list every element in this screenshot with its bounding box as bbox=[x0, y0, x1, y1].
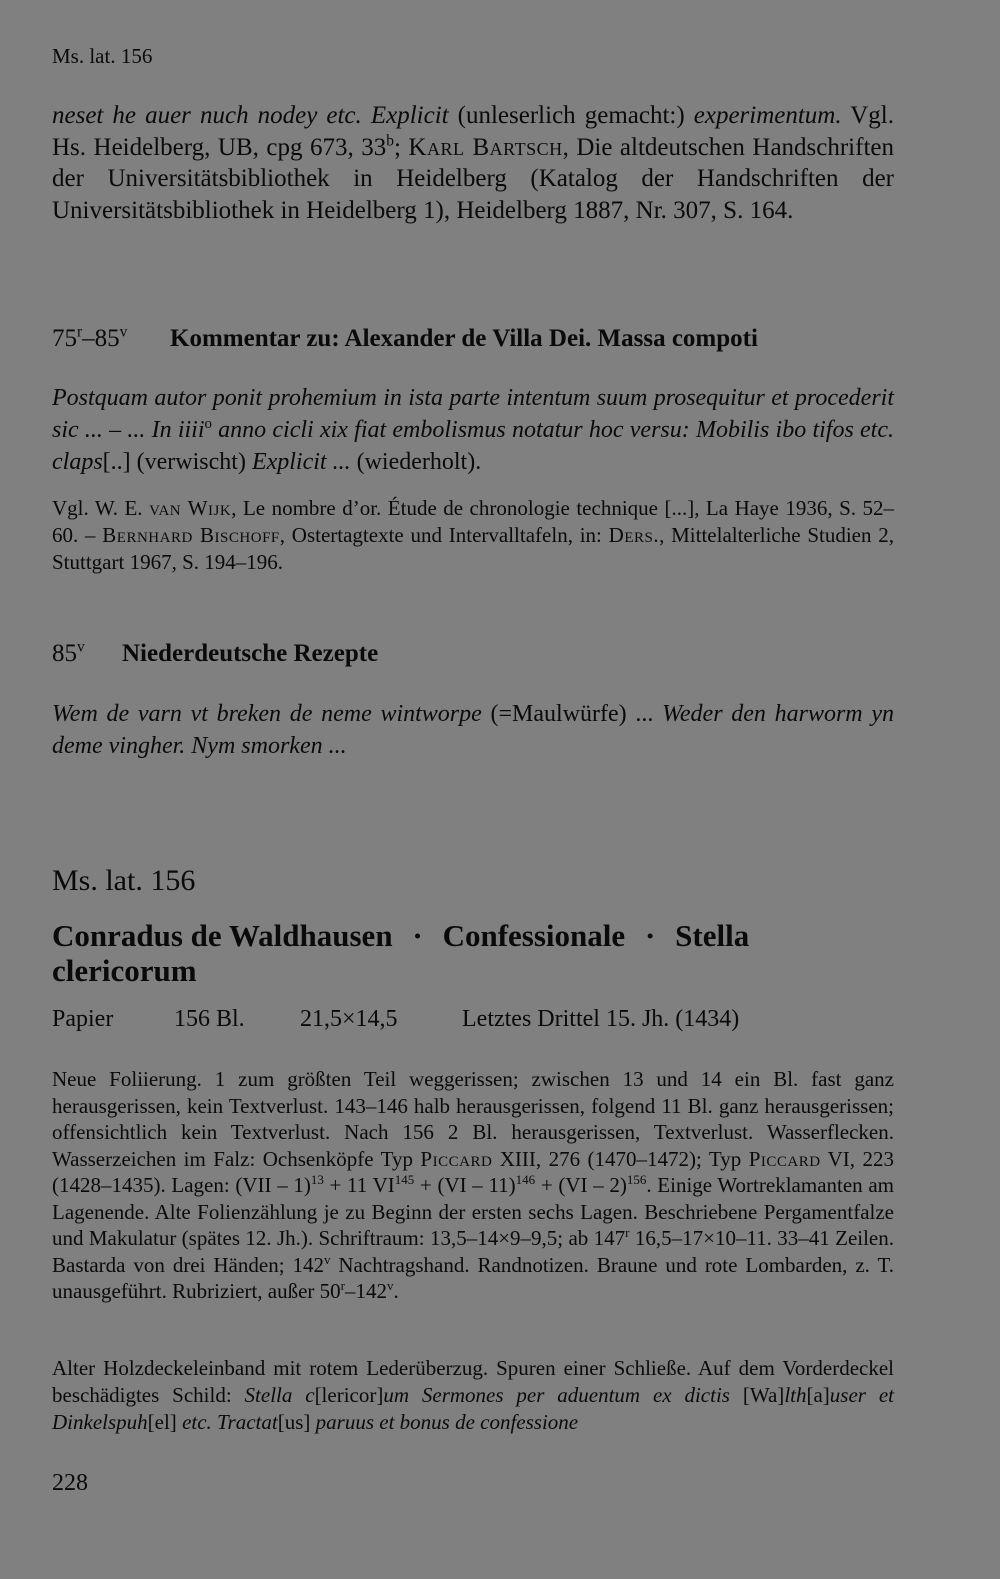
leaf-count: 156 Bl. bbox=[174, 1006, 245, 1032]
work-title: Stella clericorum bbox=[52, 918, 750, 988]
description-text: 16,5–17×10–11. 33–41 Zeilen. Bastarda von drei Händen; 142 bbox=[52, 1226, 895, 1277]
superscript: v bbox=[387, 1278, 394, 1293]
superscript: 156 bbox=[626, 1172, 647, 1187]
description-text: . bbox=[393, 1279, 399, 1303]
superscript: 146 bbox=[515, 1172, 536, 1187]
section-title: Kommentar zu: Alexander de Villa Dei. Massa compoti bbox=[170, 325, 758, 352]
separator: · bbox=[412, 918, 423, 953]
date: Letztes Drittel 15. Jh. (1434) bbox=[462, 1006, 740, 1032]
superscript: 145 bbox=[394, 1172, 415, 1187]
section-title: Niederdeutsche Rezepte bbox=[122, 640, 379, 667]
label-text: user et Dinkelspuh bbox=[52, 1383, 894, 1434]
author-name: van Wijk bbox=[149, 496, 232, 520]
literature-text: Vgl. W. E. bbox=[52, 496, 150, 520]
superscript: b bbox=[386, 132, 394, 150]
literature-text: , Mittelalterliche Studien 2, Stuttgart 1967, S. 194–196. bbox=[52, 523, 895, 574]
author-name: Piccard bbox=[748, 1146, 821, 1171]
description-text: + (VI – 2) bbox=[535, 1173, 627, 1197]
incipit-text: neset he auer nuch nodey etc. Explicit bbox=[52, 102, 449, 129]
reference-text: , Die altdeutschen Handschriften der Universitätsbibliothek in Heidelberg (Katalog der Handschriften der Universitätsbibliothek in Heidelberg 1), Heidelberg 1887, Nr. 307, S. 164. bbox=[52, 133, 895, 224]
dimensions: 21,5×14,5 bbox=[300, 1006, 398, 1032]
incipit-text-end: experimentum. bbox=[693, 102, 842, 129]
label-text: paruus et bonus de confessione bbox=[315, 1410, 579, 1434]
label-text: Stella c bbox=[244, 1383, 315, 1407]
separator: · bbox=[644, 918, 656, 953]
description-text: XIII, 276 (1470–1472); Typ bbox=[492, 1146, 749, 1171]
label-text: [el] bbox=[147, 1410, 183, 1434]
work-title: Confessionale bbox=[442, 918, 626, 953]
binding-text: Alter Holzdeckeleinband mit rotem Lederüberzug. Spuren einer Schließe. Auf dem Vorderdeckel beschädigtes Schild: bbox=[52, 1356, 894, 1407]
literature-text: , Le nombre d’or. Étude de chronologie technique [...], La Haye 1936, S. 52–60. – bbox=[52, 496, 895, 547]
work-title: Conradus de Waldhausen bbox=[52, 918, 393, 953]
incipit-text: Weder den harworm yn deme vingher. Nym smorken ... bbox=[52, 701, 894, 759]
label-text: [a] bbox=[806, 1383, 830, 1407]
codicological-description bbox=[52, 1066, 894, 1305]
incipit-text: Postquam autor ponit prohemium in ista parte intentum suum prosequitur et procederit sic ... – ... In iiii bbox=[52, 385, 894, 443]
manuscript-works bbox=[52, 918, 894, 988]
manuscript-shelfmark: Ms. lat. 156 bbox=[52, 864, 196, 897]
description-text: Nachtragshand. Randnotizen. Braune und rote Lombarden, z. T. unausgeführt. Rubriziert, außer 50 bbox=[52, 1252, 894, 1303]
reference-text: Vgl. Hs. Heidelberg, UB, cpg 673, 33 bbox=[52, 102, 894, 161]
literature-text: , Ostertagtexte und Intervalltafeln, in: bbox=[279, 523, 609, 547]
description-text: + 11 VI bbox=[323, 1173, 395, 1197]
section-75-text bbox=[52, 382, 894, 478]
label-text: [Wa] bbox=[729, 1383, 785, 1407]
folio-range: 75$^r$–85$^v$ bbox=[52, 323, 128, 352]
material: Papier bbox=[52, 1006, 114, 1032]
folio-range: 85$^v$ bbox=[52, 638, 85, 667]
reference-text: ; bbox=[393, 133, 409, 161]
description-text: . Einige Wortreklamanten am Lagenende. Alte Folienzählung je zu Beginn der ersten sechs Lagen. Beschriebene Pergamentfalze und Makulatur (spätes 12. Jh.). Schriftraum: 13,5–14×9–9,5; ab 147 bbox=[52, 1173, 894, 1250]
author-name: Piccard bbox=[420, 1146, 493, 1171]
author-name: Karl Bartsch bbox=[408, 133, 563, 161]
superscript: r bbox=[625, 1225, 630, 1240]
superscript: r bbox=[340, 1278, 346, 1293]
binding-description bbox=[52, 1355, 894, 1436]
label-text: etc. Tractat bbox=[182, 1410, 278, 1434]
manuscript-metadata bbox=[52, 1006, 894, 1033]
label-text: [lericor] bbox=[314, 1383, 384, 1407]
description-text: VI, 223 (1428–1435). Lagen: (VII – 1) bbox=[52, 1146, 895, 1197]
description-text: –142 bbox=[345, 1279, 388, 1303]
explicit-text: Explicit ... bbox=[251, 449, 351, 475]
superscript: 13 bbox=[310, 1172, 324, 1187]
label-text: [us] bbox=[277, 1410, 316, 1434]
running-head: Ms. lat. 156 bbox=[52, 44, 153, 68]
superscript: o bbox=[204, 416, 212, 432]
incipit-text: anno cicli xix fiat embolismus notatur hoc versu: Mobilis ibo tifos etc. claps bbox=[52, 417, 894, 475]
author-name: Ders. bbox=[608, 523, 660, 547]
previous-entry-paragraph bbox=[52, 100, 894, 226]
note-text: (unleserlich gemacht:) bbox=[448, 102, 694, 129]
section-75-literature bbox=[52, 495, 894, 576]
note-text: [..] (verwischt) bbox=[102, 449, 252, 475]
note-text: (=Maulwürfe) ... bbox=[481, 701, 663, 727]
section-heading-75 bbox=[52, 325, 894, 353]
superscript: v bbox=[323, 1251, 331, 1267]
section-85-text bbox=[52, 698, 894, 762]
author-name: Bernhard Bischoff bbox=[102, 523, 280, 547]
incipit-text: Wem de varn vt breken de neme wintworpe bbox=[52, 701, 482, 727]
label-text: um Sermones per aduentum ex dictis bbox=[383, 1383, 730, 1407]
section-heading-85 bbox=[52, 640, 894, 668]
description-text: Neue Foliierung. 1 zum größten Teil weggerissen; zwischen 13 und 14 ein Bl. fast ganz herausgerissen, kein Textverlust. 143–146 halb herausgerissen, folgend 11 Bl. ganz herausgerissen; offensichtlich kein Textverlust. Nach 156 2 Bl. herausgerissen, Textverlust. Wasserflecken. Wasserzeichen im Falz: Ochsenköpfe Typ bbox=[52, 1067, 894, 1171]
description-text: + (VI – 11) bbox=[414, 1173, 516, 1197]
note-text: (wiederholt). bbox=[350, 449, 482, 475]
page-number: 228 bbox=[52, 1470, 88, 1496]
label-text: lth bbox=[784, 1383, 807, 1407]
